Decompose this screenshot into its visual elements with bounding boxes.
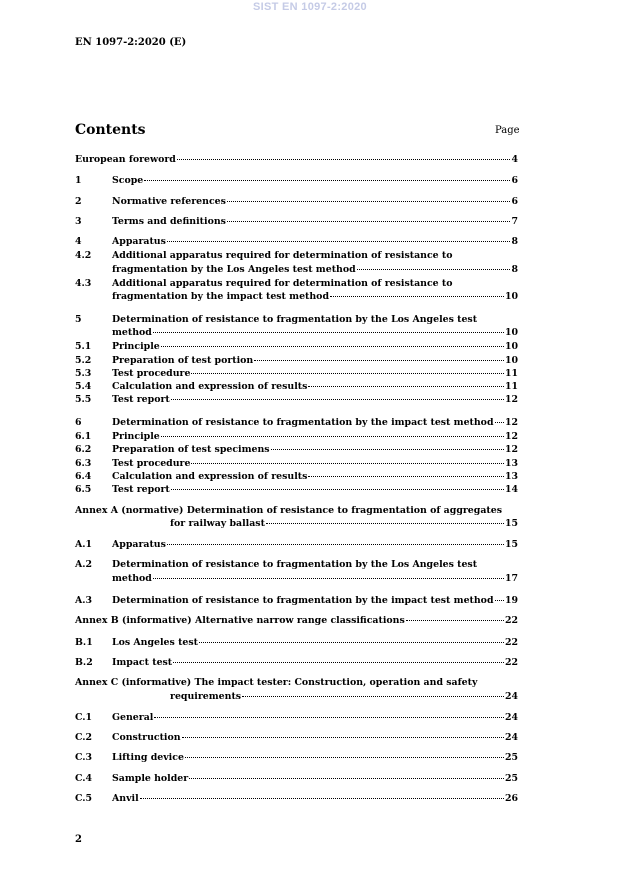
toc-entry-title: for railway ballast [170,517,265,529]
toc-entry[interactable] [75,340,518,353]
toc-entry-page: 15 [504,539,518,551]
toc-entry-page: 12 [504,431,518,443]
toc-entry-title: method [112,572,152,584]
toc-entry-title: Apparatus [112,539,166,551]
toc-entry-title: Annex C (informative) The impact tester: Construction, operation and safety [75,677,478,689]
dot-leader [153,578,504,579]
toc-entry-page: 24 [504,690,518,702]
toc-entry-page: 10 [504,291,518,303]
toc-entry-title: Normative references [112,195,226,207]
contents-title: Contents [75,122,146,138]
toc-entry[interactable] [75,731,518,744]
toc-entry-title: Annex B (informative) Alternative narrow range classifications [75,615,405,627]
toc-entry[interactable] [75,504,518,531]
toc-entry-page: 8 [511,263,518,275]
toc-entry-title: General [112,711,154,723]
toc-entry[interactable] [75,313,518,340]
toc-entry[interactable] [75,367,518,380]
toc-entry-page: 24 [504,732,518,744]
dot-leader [254,360,504,361]
toc-entry[interactable] [75,443,518,456]
toc-entry-title: Principle [112,431,160,443]
toc-entry[interactable] [75,792,518,805]
toc-entry-number: A.3 [75,595,93,607]
dot-leader [495,600,504,601]
toc-entry[interactable] [75,153,518,166]
toc-entry-page: 11 [504,367,518,379]
toc-entry-number: 4.3 [75,278,92,290]
toc-entry-title: Determination of resistance to fragmentation by the Los Angeles test [112,559,478,571]
dot-leader [161,346,504,347]
toc-entry-title: Lifting device [112,752,184,764]
toc-entry-page: 14 [504,484,518,496]
toc-entry-title: fragmentation by the impact test method [112,291,329,303]
dot-leader [227,221,511,222]
watermark: SIST EN 1097-2:2020 [253,1,367,13]
toc-entry-title: European foreword [75,154,176,165]
toc-entry-number: 5.4 [75,381,92,393]
toc-entry-page: 12 [504,444,518,456]
dot-leader [271,449,504,450]
dot-leader [189,778,504,779]
toc-entry[interactable] [75,249,518,276]
toc-entry-title: Test procedure [112,367,191,379]
dot-leader [173,662,504,663]
toc-entry-title: requirements [170,690,242,702]
toc-entry-page: 10 [504,341,518,353]
dot-leader [406,620,504,621]
toc-entry[interactable] [75,772,518,785]
toc-entry[interactable] [75,676,518,703]
dot-leader [266,523,504,524]
toc-entry-title: Principle [112,341,160,353]
toc-entry-title: Test report [112,484,170,496]
toc-entry-page: 22 [504,636,518,648]
table-of-contents [75,153,518,805]
toc-entry-title: Determination of resistance to fragmentation by the impact test method [112,595,494,607]
toc-entry-page: 25 [504,772,518,784]
toc-entry-page: 19 [504,595,518,607]
toc-entry[interactable] [75,457,518,470]
toc-entry[interactable] [75,235,518,248]
dot-leader [357,269,511,270]
toc-entry[interactable] [75,195,518,208]
toc-entry-number: 3 [75,215,82,227]
toc-entry-title: Test procedure [112,457,191,469]
toc-entry[interactable] [75,470,518,483]
toc-entry[interactable] [75,594,518,607]
toc-entry-number: C.3 [75,752,93,764]
dot-leader [154,717,504,718]
toc-entry-number: 6.5 [75,484,92,496]
toc-entry[interactable] [75,614,518,627]
toc-entry-page: 6 [511,195,518,207]
toc-entry-number: 6.1 [75,431,92,443]
toc-entry[interactable] [75,636,518,649]
toc-entry-title: Terms and definitions [112,215,226,227]
toc-entry-title: Anvil [112,792,139,804]
toc-entry-page: 12 [504,394,518,406]
toc-entry-number: 6.4 [75,470,92,482]
toc-entry-number: A.1 [75,539,93,551]
dot-leader [177,159,511,160]
toc-entry-number: B.2 [75,656,93,668]
toc-entry-title: Calculation and expression of results [112,470,308,482]
toc-entry[interactable] [75,656,518,669]
dot-leader [330,296,504,297]
toc-entry-page: 24 [504,711,518,723]
toc-entry-number: 1 [75,175,82,187]
toc-entry[interactable] [75,174,518,187]
toc-entry-number: 5.2 [75,354,92,366]
toc-entry-title: Los Angeles test [112,636,198,648]
toc-entry-page: 11 [504,381,518,393]
toc-entry[interactable] [75,538,518,551]
toc-entry-number: C.5 [75,792,93,804]
toc-entry-number: 5.5 [75,394,92,406]
toc-entry-number: 4 [75,236,82,248]
toc-entry-title: Determination of resistance to fragmentation by the impact test method [112,416,494,428]
toc-entry-title: Additional apparatus required for determination of resistance to [112,250,453,262]
toc-entry-title: Scope [112,175,144,187]
toc-entry-title: Additional apparatus required for determination of resistance to [112,278,453,290]
dot-leader [308,476,504,477]
toc-entry-page: 15 [504,517,518,529]
toc-entry-title: Impact test [112,656,173,668]
dot-leader [182,737,504,738]
toc-entry-title: Construction [112,732,181,744]
toc-entry-title: Apparatus [112,236,166,248]
toc-entry-page: 10 [504,354,518,366]
toc-entry-title: method [112,326,152,338]
toc-entry-page: 13 [504,470,518,482]
toc-entry-number: 6.3 [75,457,92,469]
toc-entry-title: Annex A (normative) Determination of resistance to fragmentation of aggregates [75,504,502,516]
toc-entry[interactable] [75,751,518,764]
toc-entry[interactable] [75,215,518,228]
toc-entry[interactable] [75,483,518,496]
toc-entry-number: 5.3 [75,367,92,379]
dot-leader [495,422,504,423]
toc-entry[interactable] [75,393,518,406]
toc-entry-number: 2 [75,195,82,207]
toc-entry-number: A.2 [75,559,93,571]
page-column-label: Page [495,125,520,136]
dot-leader [153,332,504,333]
toc-entry-page: 4 [511,154,518,165]
toc-entry[interactable] [75,558,518,585]
toc-entry[interactable] [75,430,518,443]
dot-leader [199,642,504,643]
dot-leader [185,757,504,758]
dot-leader [171,399,504,400]
dot-leader [167,544,504,545]
dot-leader [242,696,504,697]
toc-entry-page: 17 [504,572,518,584]
toc-entry-title: fragmentation by the Los Angeles test method [112,263,356,275]
toc-entry-page: 12 [504,416,518,428]
toc-entry-page: 10 [504,326,518,338]
toc-entry-page: 26 [504,792,518,804]
dot-leader [140,798,504,799]
toc-entry[interactable] [75,711,518,724]
toc-entry-page: 22 [504,615,518,627]
toc-entry-number: 6 [75,416,82,428]
dot-leader [171,489,504,490]
toc-entry-title: Sample holder [112,772,189,784]
toc-entry-page: 7 [511,215,518,227]
dot-leader [167,241,511,242]
dot-leader [161,436,504,437]
document-id: EN 1097-2:2020 (E) [75,37,187,48]
toc-entry-page: 22 [504,656,518,668]
dot-leader [191,463,504,464]
toc-entry-number: C.4 [75,772,93,784]
toc-entry-number: C.2 [75,732,93,744]
toc-entry-page: 6 [511,175,518,187]
page-number: 2 [75,834,82,845]
toc-entry-title: Calculation and expression of results [112,381,308,393]
dot-leader [191,373,504,374]
toc-entry[interactable] [75,380,518,393]
toc-entry-page: 25 [504,752,518,764]
toc-entry-number: B.1 [75,636,93,648]
toc-entry-title: Determination of resistance to fragmentation by the Los Angeles test [112,313,478,325]
dot-leader [227,201,511,202]
dot-leader [144,180,510,181]
toc-entry[interactable] [75,354,518,367]
toc-entry-number: 5 [75,313,82,325]
dot-leader [308,386,504,387]
toc-entry-number: 5.1 [75,341,92,353]
toc-entry-page: 13 [504,457,518,469]
toc-entry-title: Test report [112,394,170,406]
toc-entry-number: C.1 [75,711,93,723]
toc-entry-title: Preparation of test specimens [112,444,270,456]
toc-entry[interactable] [75,277,518,304]
toc-entry-title: Preparation of test portion [112,354,254,366]
toc-entry-page: 8 [511,236,518,248]
toc-entry-number: 4.2 [75,250,92,262]
toc-entry-number: 6.2 [75,444,92,456]
toc-entry[interactable] [75,416,518,429]
